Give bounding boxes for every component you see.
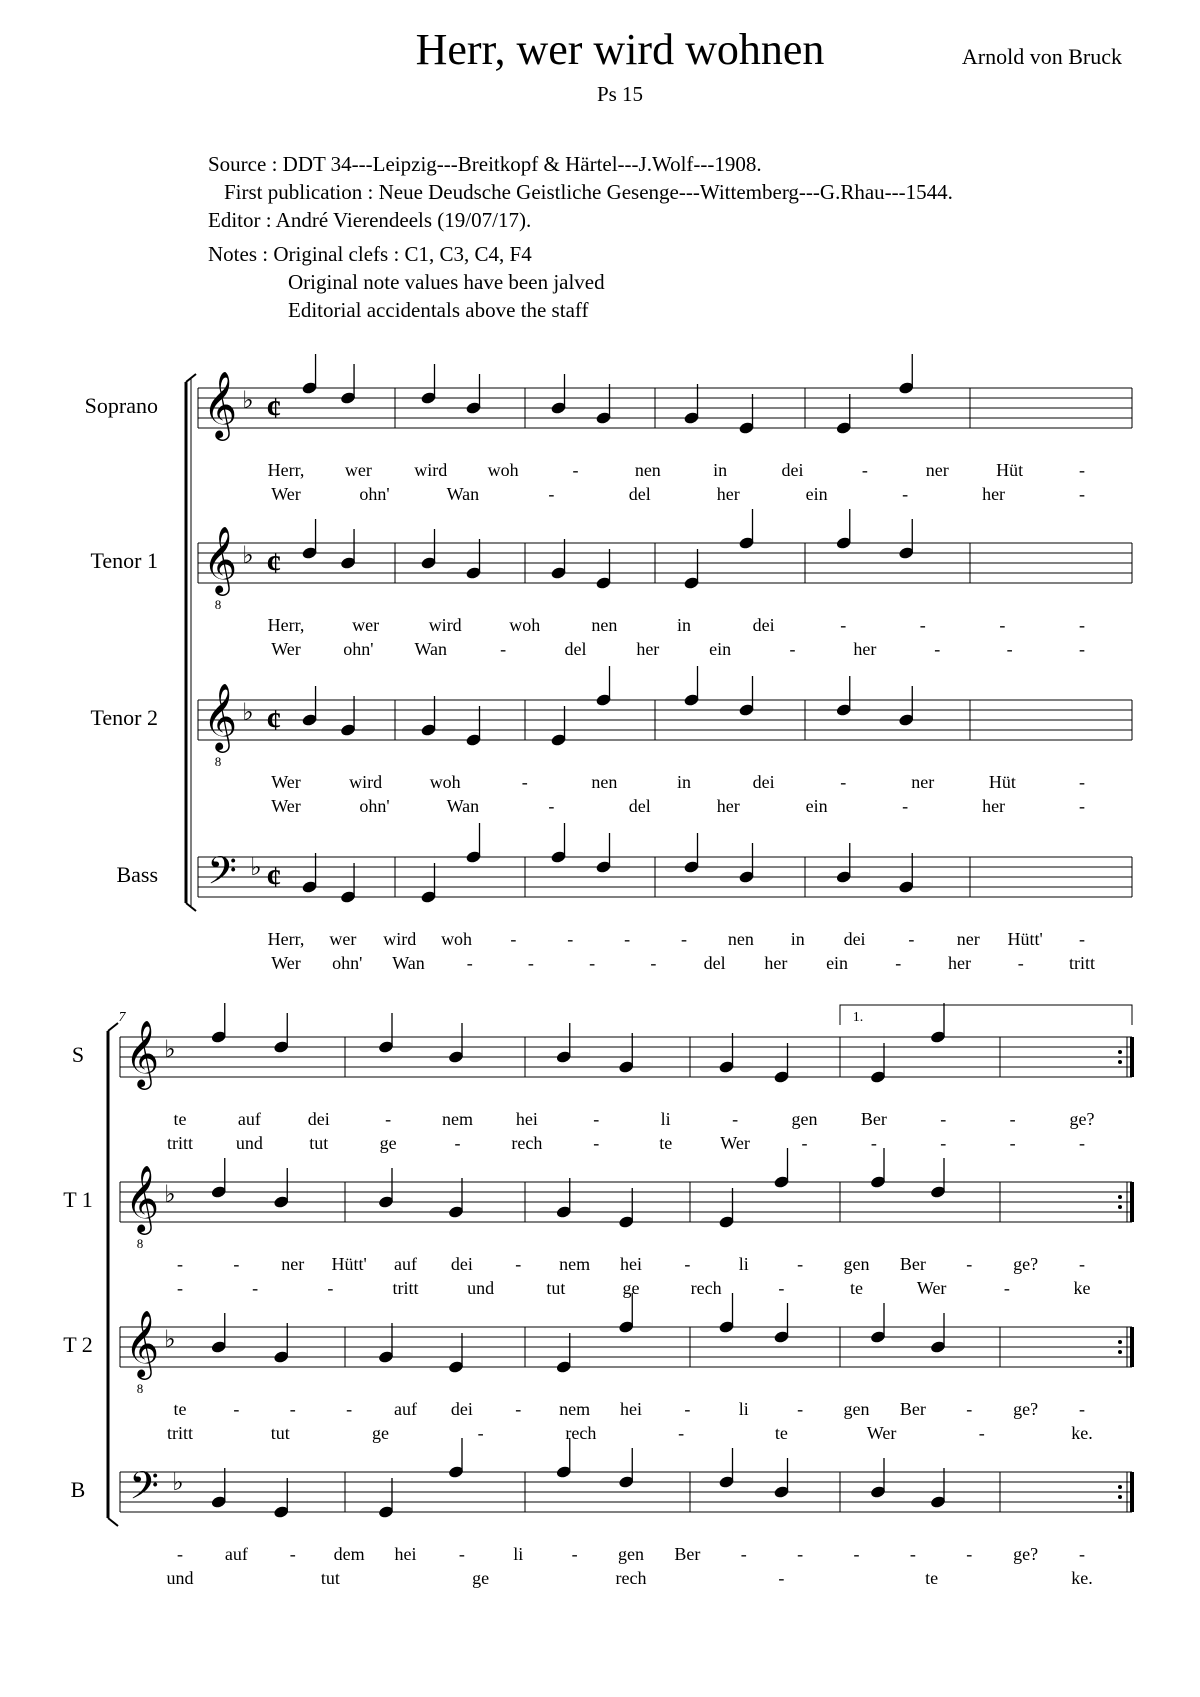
lyric-syllable: dem — [333, 1544, 365, 1564]
repeat-dot — [1118, 1195, 1122, 1199]
lyric-syllable: - — [1079, 1254, 1085, 1274]
octave-marker: 8 — [136, 1381, 144, 1396]
treble-clef-icon: 𝄞 — [202, 370, 238, 438]
treble-clef-icon: 𝄞 — [124, 1309, 160, 1377]
lyric-syllable: - — [515, 1254, 522, 1274]
lyric-syllable: und — [235, 1133, 263, 1153]
bass-clef-icon: 𝄢 — [129, 1463, 159, 1517]
lyric-syllable: ohn' — [343, 639, 374, 659]
lyric-syllable: - — [909, 1544, 916, 1564]
lyric-syllable: auf — [394, 1399, 417, 1419]
lyric-syllable: - — [385, 1109, 392, 1129]
lyric-syllable: - — [233, 1399, 240, 1419]
lyric-syllable: - — [571, 1544, 578, 1564]
lyric-syllable: ohn' — [359, 484, 390, 504]
lyric-syllable: rech — [690, 1278, 722, 1298]
lyric-syllable: - — [510, 929, 517, 949]
lyric-syllable: li — [513, 1544, 524, 1564]
lyric-syllable: gen — [843, 1399, 870, 1419]
lyric-syllable: - — [940, 1109, 947, 1129]
lyric-syllable: - — [1079, 929, 1085, 949]
lyric-syllable: tut — [320, 1568, 340, 1588]
lyric-syllable: Wan — [414, 639, 448, 659]
lyric-syllable: Herr, — [267, 929, 305, 949]
lyric-syllable: del — [703, 953, 726, 973]
piece-title: Herr, wer wird wohnen — [415, 25, 825, 74]
lyric-syllable: ohn' — [359, 796, 390, 816]
lyric-syllable: ge? — [1069, 1109, 1095, 1129]
lyric-syllable: ge? — [1013, 1399, 1039, 1419]
voice-label: Tenor 2 — [90, 705, 158, 730]
lyric-syllable: auf — [224, 1544, 248, 1564]
lyric-syllable: - — [548, 796, 555, 816]
flat-key-signature-icon: ♭ — [172, 1468, 184, 1496]
lyric-syllable: Wer — [916, 1278, 947, 1298]
lyric-syllable: - — [870, 1133, 877, 1153]
treble-clef-icon: 𝄞 — [124, 1019, 160, 1087]
lyric-syllable: ke. — [1071, 1423, 1093, 1443]
lyric-syllable: gen — [791, 1109, 818, 1129]
repeat-dot — [1118, 1495, 1122, 1499]
flat-key-signature-icon: ♭ — [250, 853, 262, 881]
notes-line-3: Editorial accidentals above the staff — [288, 298, 589, 322]
lyric-syllable: Hütt' — [1007, 929, 1043, 949]
lyric-syllable: - — [1079, 1399, 1085, 1419]
lyric-syllable: nen — [634, 460, 661, 480]
lyric-syllable: dei — [781, 460, 804, 480]
repeat-dot — [1118, 1485, 1122, 1489]
lyric-syllable: wer — [352, 615, 380, 635]
lyric-syllable: - — [515, 1399, 522, 1419]
lyric-syllable: - — [346, 1399, 353, 1419]
flat-key-signature-icon: ♭ — [164, 1180, 176, 1208]
lyric-syllable: ge? — [1013, 1544, 1039, 1564]
lyric-syllable: - — [1079, 1133, 1085, 1153]
lyric-syllable: rech — [615, 1568, 647, 1588]
cut-time-signature-icon: ¢ — [266, 704, 282, 737]
lyric-syllable: - — [684, 1254, 691, 1274]
lyric-syllable: - — [1079, 639, 1085, 659]
editor-line: Editor : André Vierendeels (19/07/17). — [208, 208, 532, 232]
lyric-syllable: nem — [559, 1399, 591, 1419]
lyric-syllable: gen — [618, 1544, 644, 1564]
cut-time-signature-icon: ¢ — [266, 861, 282, 894]
flat-key-signature-icon: ♭ — [242, 698, 254, 726]
lyric-syllable: - — [919, 615, 926, 635]
lyric-syllable: tritt — [1069, 953, 1095, 973]
lyric-syllable: her — [853, 639, 877, 659]
lyric-syllable: - — [1079, 796, 1085, 816]
lyric-syllable: her — [948, 953, 972, 973]
lyric-syllable: dei — [752, 772, 775, 792]
lyric-syllable: - — [593, 1133, 600, 1153]
lyric-syllable: - — [840, 615, 847, 635]
lyric-syllable: - — [1017, 953, 1024, 973]
lyric-syllable: rech — [511, 1133, 543, 1153]
first-publication-line: First publication : Neue Deudsche Geistliche Gesenge---Wittemberg---G.Rhau---1544. — [224, 180, 953, 204]
lyric-syllable: woh — [509, 615, 541, 635]
lyric-syllable: in — [676, 772, 692, 792]
lyric-syllable: - — [999, 615, 1006, 635]
voice-label: S — [71, 1042, 85, 1067]
lyric-syllable: - — [589, 953, 596, 973]
notes-line-2: Original note values have been jalved — [288, 270, 605, 294]
lyric-syllable: - — [789, 639, 796, 659]
lyric-syllable: - — [902, 484, 909, 504]
lyric-syllable: wird — [383, 929, 417, 949]
lyric-syllable: Hütt' — [331, 1254, 367, 1274]
repeat-dot — [1118, 1205, 1122, 1209]
lyric-syllable: dei — [752, 615, 775, 635]
lyric-syllable: tut — [309, 1133, 329, 1153]
lyric-syllable: - — [1079, 615, 1085, 635]
octave-marker: 8 — [214, 597, 222, 612]
lyric-syllable: Wer — [271, 484, 301, 504]
lyric-syllable: hei — [394, 1544, 417, 1564]
flat-key-signature-icon: ♭ — [164, 1325, 176, 1353]
lyric-syllable: - — [572, 460, 579, 480]
lyric-syllable: - — [593, 1109, 600, 1129]
octave-marker: 8 — [136, 1236, 144, 1251]
lyric-syllable: - — [527, 953, 534, 973]
lyric-syllable: nem — [559, 1254, 591, 1274]
lyric-syllable: - — [1009, 1109, 1016, 1129]
lyric-syllable: Wer — [271, 796, 301, 816]
lyric-syllable: - — [177, 1544, 183, 1564]
lyric-syllable: del — [628, 796, 651, 816]
lyric-syllable: - — [797, 1254, 804, 1274]
lyric-syllable: li — [738, 1399, 749, 1419]
lyric-syllable: ein — [805, 484, 828, 504]
lyric-syllable: Hüt — [988, 772, 1016, 792]
lyric-syllable: Wan — [446, 796, 480, 816]
lyric-syllable: - — [684, 1399, 691, 1419]
lyric-syllable: - — [1079, 484, 1085, 504]
lyric-syllable: rech — [565, 1423, 597, 1443]
lyric-syllable: wird — [428, 615, 462, 635]
lyric-syllable: Wer — [866, 1423, 897, 1443]
lyric-syllable: ke — [1073, 1278, 1091, 1298]
lyric-syllable: - — [289, 1544, 296, 1564]
lyric-syllable: Ber — [674, 1544, 701, 1564]
lyric-syllable: her — [764, 953, 788, 973]
lyric-syllable: nem — [442, 1109, 474, 1129]
lyric-syllable: ge — [379, 1133, 397, 1153]
lyric-syllable: her — [636, 639, 660, 659]
lyric-syllable: ner — [911, 772, 935, 792]
lyric-syllable: te — [925, 1568, 939, 1588]
lyric-syllable: Ber — [899, 1399, 926, 1419]
lyric-syllable: auf — [394, 1254, 417, 1274]
lyric-syllable: Wer — [271, 639, 301, 659]
lyric-syllable: ge — [371, 1423, 389, 1443]
lyric-syllable: und — [467, 1278, 495, 1298]
composer-name: Arnold von Bruck — [961, 44, 1122, 69]
lyric-syllable: - — [1079, 772, 1085, 792]
lyric-syllable: - — [1003, 1278, 1010, 1298]
lyric-syllable: - — [1079, 460, 1085, 480]
lyric-syllable: del — [628, 484, 651, 504]
lyric-syllable: tritt — [167, 1133, 193, 1153]
lyric-syllable: - — [1006, 639, 1013, 659]
lyric-syllable: - — [567, 929, 574, 949]
lyric-syllable: Herr, — [267, 460, 305, 480]
lyric-syllable: - — [940, 1133, 947, 1153]
lyric-syllable: - — [233, 1254, 240, 1274]
lyric-syllable: - — [289, 1399, 296, 1419]
lyric-syllable: - — [895, 953, 902, 973]
lyric-syllable: nen — [591, 772, 618, 792]
source-line: Source : DDT 34---Leipzig---Breitkopf & Härtel---J.Wolf---1908. — [208, 152, 762, 176]
lyric-syllable: dei — [450, 1399, 473, 1419]
lyric-syllable: tut — [546, 1278, 566, 1298]
lyric-syllable: te — [850, 1278, 863, 1298]
system-bracket — [108, 1518, 118, 1526]
volta-label: 1. — [852, 1010, 864, 1025]
treble-clef-icon: 𝄞 — [202, 682, 238, 750]
lyric-syllable: te — [659, 1133, 673, 1153]
lyric-syllable: te — [173, 1109, 187, 1129]
lyric-syllable: - — [797, 1399, 804, 1419]
lyric-syllable: - — [477, 1423, 484, 1443]
lyric-syllable: - — [797, 1544, 804, 1564]
lyric-syllable: - — [1079, 1544, 1085, 1564]
flat-key-signature-icon: ♭ — [164, 1035, 176, 1063]
lyric-syllable: - — [801, 1133, 808, 1153]
voice-label: T 1 — [63, 1187, 93, 1212]
lyric-syllable: in — [790, 929, 805, 949]
lyric-syllable: ohn' — [332, 953, 363, 973]
lyric-syllable: Wer — [720, 1133, 750, 1153]
lyric-syllable: und — [166, 1568, 194, 1588]
lyric-syllable: - — [650, 953, 657, 973]
lyric-syllable: del — [564, 639, 587, 659]
lyric-syllable: her — [716, 796, 740, 816]
notes-line: Notes : Original clefs : C1, C3, C4, F4 — [208, 242, 532, 266]
lyric-syllable: in — [713, 460, 728, 480]
lyric-syllable: gen — [843, 1254, 870, 1274]
lyric-syllable: dei — [307, 1109, 330, 1129]
system-bracket — [108, 1023, 118, 1031]
volta-bracket — [840, 1005, 1132, 1025]
lyric-syllable: - — [966, 1254, 973, 1274]
lyric-syllable: nen — [591, 615, 618, 635]
lyric-syllable: ge — [622, 1278, 640, 1298]
lyric-syllable: hei — [515, 1109, 538, 1129]
lyric-syllable: hei — [620, 1399, 642, 1419]
lyric-syllable: - — [466, 953, 473, 973]
lyric-syllable: nen — [727, 929, 754, 949]
lyric-syllable: dei — [843, 929, 866, 949]
lyric-syllable: ner — [281, 1254, 305, 1274]
lyric-syllable: Wer — [271, 953, 301, 973]
lyric-syllable: wird — [349, 772, 383, 792]
lyric-syllable: - — [740, 1544, 747, 1564]
lyric-syllable: in — [676, 615, 692, 635]
lyric-syllable: - — [908, 929, 915, 949]
lyric-syllable: - — [966, 1399, 973, 1419]
flat-key-signature-icon: ♭ — [242, 541, 254, 569]
lyric-syllable: ke. — [1071, 1568, 1093, 1588]
lyric-syllable: - — [778, 1568, 785, 1588]
lyric-syllable: - — [934, 639, 941, 659]
lyric-syllable: te — [774, 1423, 788, 1443]
voice-label: Bass — [116, 862, 158, 887]
lyric-syllable: woh — [487, 460, 519, 480]
lyric-syllable: - — [624, 929, 631, 949]
lyric-syllable: - — [252, 1278, 259, 1298]
piece-subtitle: Ps 15 — [596, 82, 644, 106]
lyric-syllable: her — [982, 484, 1006, 504]
lyric-syllable: - — [840, 772, 847, 792]
lyric-syllable: Wan — [392, 953, 425, 973]
lyric-syllable: ein — [709, 639, 732, 659]
lyric-syllable: Hüt — [996, 460, 1024, 480]
cut-time-signature-icon: ¢ — [266, 392, 282, 425]
lyric-syllable: woh — [441, 929, 473, 949]
voice-label: Soprano — [84, 393, 158, 418]
lyric-syllable: - — [853, 1544, 860, 1564]
lyric-syllable: - — [548, 484, 555, 504]
lyric-syllable: wird — [414, 460, 448, 480]
lyric-syllable: ge? — [1013, 1254, 1039, 1274]
flat-key-signature-icon: ♭ — [242, 386, 254, 414]
lyric-syllable: ner — [925, 460, 949, 480]
lyric-syllable: li — [738, 1254, 749, 1274]
lyric-syllable: - — [902, 796, 909, 816]
lyric-syllable: - — [681, 929, 687, 949]
lyric-syllable: tut — [270, 1423, 290, 1443]
lyric-syllable: woh — [429, 772, 461, 792]
lyric-syllable: auf — [237, 1109, 261, 1129]
lyric-syllable: te — [173, 1399, 187, 1419]
lyric-syllable: - — [778, 1278, 785, 1298]
repeat-dot — [1118, 1350, 1122, 1354]
lyric-syllable: - — [458, 1544, 465, 1564]
lyric-syllable: - — [521, 772, 528, 792]
voice-label: Tenor 1 — [90, 548, 158, 573]
lyric-syllable: - — [327, 1278, 334, 1298]
lyric-syllable: wer — [344, 460, 372, 480]
lyric-syllable: Herr, — [267, 615, 305, 635]
cut-time-signature-icon: ¢ — [266, 547, 282, 580]
lyric-syllable: tritt — [392, 1278, 419, 1298]
lyric-syllable: Ber — [860, 1109, 887, 1129]
lyric-syllable: - — [177, 1278, 183, 1298]
lyric-syllable: ge — [472, 1568, 490, 1588]
lyric-syllable: - — [678, 1423, 685, 1443]
bass-clef-icon: 𝄢 — [207, 848, 237, 902]
lyric-syllable: - — [732, 1109, 739, 1129]
measure-number: 7 — [118, 1010, 126, 1025]
lyric-syllable: Wer — [271, 772, 301, 792]
treble-clef-icon: 𝄞 — [124, 1164, 160, 1232]
treble-clef-icon: 𝄞 — [202, 525, 238, 593]
lyric-syllable: - — [454, 1133, 461, 1153]
lyric-syllable: - — [1009, 1133, 1016, 1153]
lyric-syllable: - — [861, 460, 868, 480]
lyric-syllable: - — [500, 639, 507, 659]
repeat-dot — [1118, 1060, 1122, 1064]
lyric-syllable: tritt — [167, 1423, 193, 1443]
lyric-syllable: li — [660, 1109, 671, 1129]
lyric-syllable: dei — [450, 1254, 473, 1274]
lyric-syllable: - — [177, 1254, 183, 1274]
lyric-syllable: ein — [826, 953, 849, 973]
lyric-syllable: Wan — [446, 484, 480, 504]
voice-label: B — [70, 1477, 86, 1502]
lyric-syllable: her — [716, 484, 740, 504]
lyric-syllable: her — [982, 796, 1006, 816]
lyric-syllable: - — [966, 1544, 973, 1564]
repeat-dot — [1118, 1340, 1122, 1344]
repeat-dot — [1118, 1050, 1122, 1054]
lyric-syllable: ner — [956, 929, 980, 949]
lyric-syllable: Ber — [899, 1254, 926, 1274]
lyric-syllable: hei — [620, 1254, 642, 1274]
lyric-syllable: - — [978, 1423, 985, 1443]
lyric-syllable: ein — [805, 796, 828, 816]
octave-marker: 8 — [214, 754, 222, 769]
lyric-syllable: wer — [329, 929, 357, 949]
voice-label: T 2 — [63, 1332, 93, 1357]
